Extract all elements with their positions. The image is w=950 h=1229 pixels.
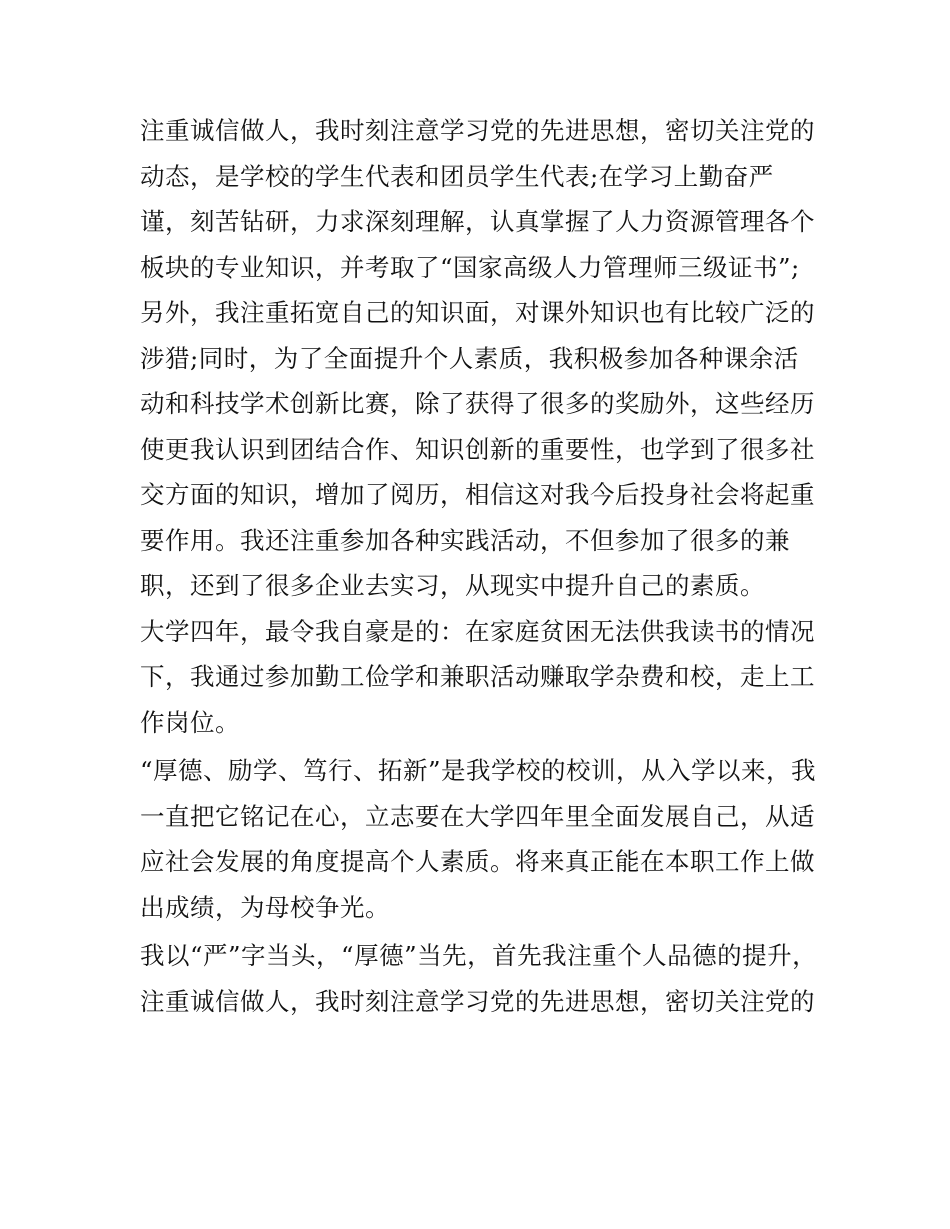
text-line: “厚德、励学、笃行、拓新”是我学校的校训，从入学以来，我 <box>140 756 817 785</box>
text-line: 出成绩，为母校争光。 <box>140 892 390 922</box>
text-line: 下，我通过参加勤工俭学和兼职活动赚取学杂费和校，走上工 <box>140 662 815 691</box>
text-line: 职，还到了很多企业去实习，从现实中提升自己的素质。 <box>140 571 765 600</box>
text-line: 使更我认识到团结合作、知识创新的重要性，也学到了很多社 <box>140 434 815 464</box>
text-line: 我以“严”字当头，“厚德”当先，首先我注重个人品德的提升， <box>140 941 818 970</box>
text-line: 作岗位。 <box>140 707 240 737</box>
text-line: 交方面的知识，增加了阅历，相信这对我今后投身社会将起重 <box>140 480 815 509</box>
text-line: 要作用。我还注重参加各种实践活动，不但参加了很多的兼 <box>140 525 790 555</box>
text-line: 一直把它铭记在心，立志要在大学四年里全面发展自己，从适 <box>140 801 815 831</box>
text-line: 注重诚信做人，我时刻注意学习党的先进思想，密切关注党的 <box>140 986 815 1016</box>
text-line: 涉猎;同时，为了全面提升个人素质，我积极参加各种课余活 <box>140 343 799 373</box>
text-line: 动态，是学校的学生代表和团员学生代表;在学习上勤奋严 <box>140 161 774 191</box>
text-line: 谨，刻苦钻研，力求深刻理解，认真掌握了人力资源管理各个 <box>140 207 815 236</box>
text-line: 动和科技学术创新比赛，除了获得了很多的奖励外，这些经历 <box>140 389 815 418</box>
text-line: 板块的专业知识，并考取了“国家高级人力管理师三级证书”; <box>140 252 800 282</box>
text-line: 应社会发展的角度提高个人素质。将来真正能在本职工作上做 <box>140 847 815 876</box>
text-line: 另外，我注重拓宽自己的知识面，对课外知识也有比较广泛的 <box>140 298 815 327</box>
text-line: 注重诚信做人，我时刻注意学习党的先进思想，密切关注党的 <box>140 116 815 145</box>
body-text <box>140 108 820 1024</box>
text-line: 大学四年，最令我自豪是的：在家庭贫困无法供我读书的情况 <box>140 616 815 646</box>
